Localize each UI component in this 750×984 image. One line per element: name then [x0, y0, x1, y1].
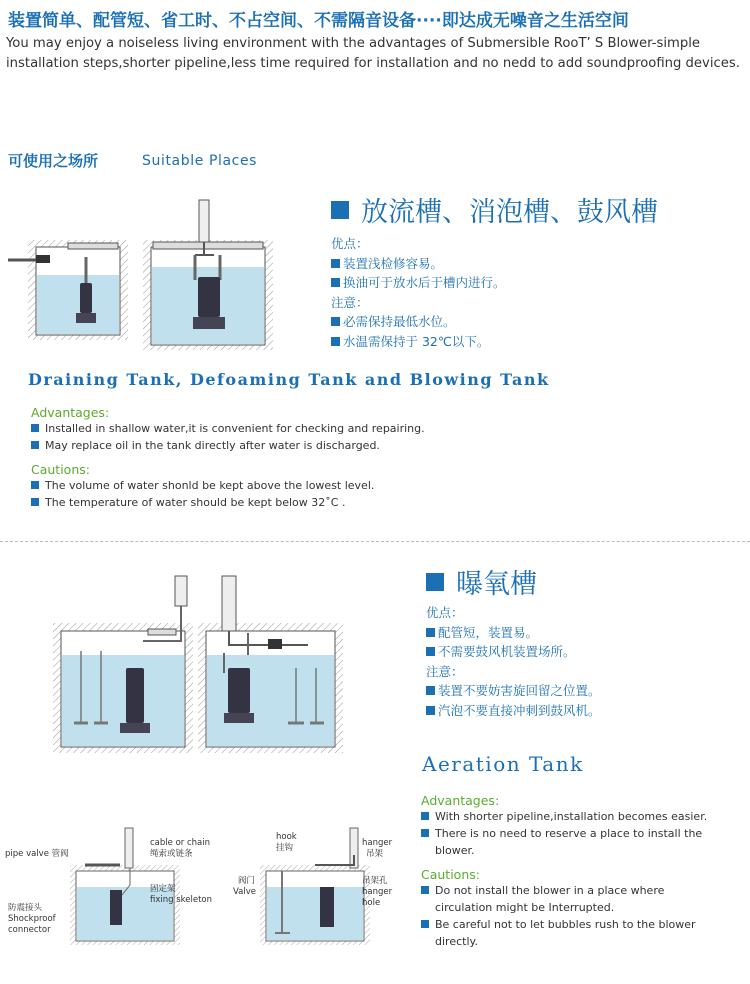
valve-label-en: Valve: [233, 887, 256, 897]
list-item: May replace oil in the tank directly after water is discharged.: [31, 437, 631, 454]
caution-label-en: Cautions:: [421, 867, 480, 882]
headline-en: You may enjoy a noiseless living environment with the advantages of Submersible RooT’ S Blower-simple installation steps,shorter pipeline,less time required for installation and no nedd to add soundproofing devices.: [6, 36, 740, 71]
square-bullet-icon: [421, 829, 429, 837]
list-item: With shorter pipeline,installation becomes easier.: [421, 808, 721, 825]
draining-title-cn: [331, 190, 658, 229]
list-item: 装置浅检修容易。: [331, 254, 506, 274]
draining-title-cn-text: 放流槽、消泡槽、鼓风槽: [361, 197, 658, 228]
list-item: There is no need to reserve a place to install the blower.: [421, 825, 721, 859]
square-bullet-icon: [426, 628, 435, 637]
shockproof-label-cn: 防震接头: [8, 903, 43, 913]
draining-title-en: Draining Tank, Defoaming Tank and Blowing Tank: [28, 370, 550, 389]
hanger-hole-label-en1: hanger: [362, 887, 393, 897]
list-item: Be careful not to let bubbles rush to the blower directly.: [421, 916, 721, 950]
list-item: 必需保持最低水位。: [331, 312, 506, 332]
list-item: Installed in shallow water,it is convenient for checking and repairing.: [31, 420, 631, 437]
aeration-en-list: [421, 793, 721, 950]
caution-label-cn: 注意：: [426, 663, 464, 679]
adv-label-en: Advantages:: [421, 793, 500, 808]
aeration-title-cn-text: 曝氧槽: [456, 569, 537, 600]
list-item: 水温需保持于 32℃以下。: [331, 332, 506, 352]
square-bullet-icon: [421, 886, 429, 894]
draining-en-list: [31, 405, 631, 511]
caution-label-en: Cautions:: [31, 462, 90, 477]
square-bullet-icon: [426, 686, 435, 695]
fixing-label-en: fixing skeleton: [150, 895, 213, 905]
cable-chain-label-en: cable or chain: [150, 838, 210, 848]
aeration-tank-diagram: [48, 573, 348, 758]
aeration-title-cn: [426, 562, 537, 601]
square-bullet-icon: [426, 647, 435, 656]
draining-tank-diagram: [8, 195, 328, 355]
square-bullet-icon: [31, 498, 39, 506]
headline-cn: 装置简单、配管短、省工时、不占空间、不需隔音设备····即达成无噪音之生活空间: [8, 11, 629, 31]
pipe-valve-label: pipe valve 管阀: [5, 849, 69, 859]
adv-label-en: Advantages:: [31, 405, 110, 420]
hanger-hole-label-en2: hole: [362, 898, 381, 908]
hook-label-cn: 挂钩: [276, 843, 294, 853]
list-item: 换油可于放水后于槽内进行。: [331, 273, 506, 293]
hanger-label-cn: 吊架: [366, 849, 384, 859]
hanger-label-en: hanger: [362, 838, 393, 848]
list-item: The volume of water shonld be kept above the lowest level.: [31, 477, 631, 494]
square-bullet-icon: [31, 481, 39, 489]
square-bullet-icon: [331, 337, 340, 346]
installation-diagram: [60, 825, 400, 950]
section-divider: [0, 541, 750, 542]
square-bullet-icon: [426, 706, 435, 715]
list-item: 装置不要妨害旋回留之位置。: [426, 681, 601, 701]
caution-label-cn: 注意：: [331, 294, 369, 310]
adv-label-cn: 优点：: [426, 605, 464, 620]
aeration-cn-list: [426, 603, 601, 720]
square-bullet-icon: [331, 259, 340, 268]
square-bullet-icon: [31, 441, 39, 449]
square-bullet-icon: [421, 812, 429, 820]
adv-label-cn: 优点：: [331, 236, 369, 251]
valve-label-cn: 阀门: [238, 876, 256, 886]
suitable-places-cn: 可使用之场所: [8, 152, 99, 170]
draining-cn-list: [331, 234, 506, 351]
list-item: The temperature of water should be kept below 32˚C .: [31, 494, 631, 511]
list-item: 配管短，装置易。: [426, 623, 601, 643]
shockproof-label-en1: Shockproof: [8, 914, 56, 924]
fixing-label-cn: 固定架: [150, 884, 176, 894]
hanger-hole-label-cn: 吊架孔: [362, 876, 388, 886]
hook-label-en: hook: [276, 832, 297, 842]
square-bullet-icon: [421, 920, 429, 928]
square-bullet-icon: [331, 317, 340, 326]
list-item: 汽泡不要直接冲刺到鼓风机。: [426, 701, 601, 721]
aeration-title-en: Aeration Tank: [422, 752, 584, 776]
square-bullet-icon: [31, 424, 39, 432]
square-bullet-icon: [331, 201, 349, 219]
cable-chain-label-cn: 绳索或链条: [150, 849, 193, 859]
square-bullet-icon: [426, 573, 444, 591]
list-item: 不需要鼓风机装置场所。: [426, 642, 601, 662]
shockproof-label-en2: connector: [8, 925, 51, 935]
suitable-places-en: Suitable Places: [142, 153, 258, 169]
list-item: Do not install the blower in a place where circulation might be Interrupted.: [421, 882, 721, 916]
square-bullet-icon: [331, 278, 340, 287]
